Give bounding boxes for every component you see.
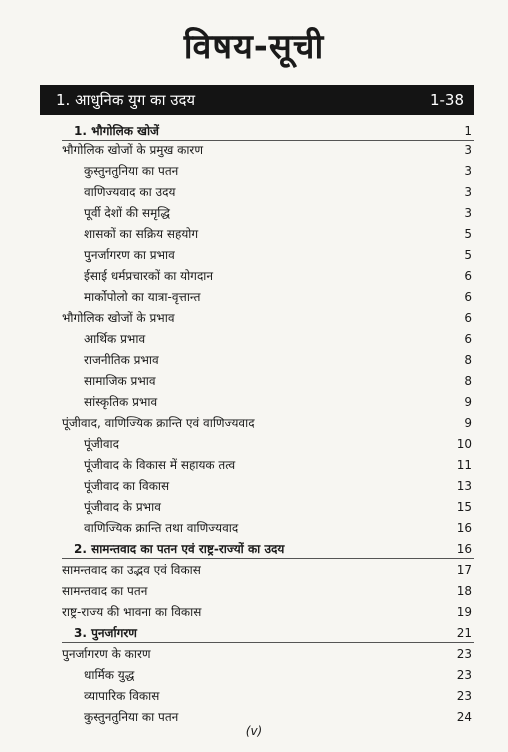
- entry-label: व्यापारिक विकास: [84, 689, 160, 703]
- entry-label: पूंजीवाद: [84, 437, 119, 451]
- entry-page: 11: [456, 458, 472, 472]
- toc-subentry: [0, 665, 508, 685]
- entry-page: 3: [464, 164, 472, 178]
- entry-page: 3: [464, 206, 472, 220]
- toc-entry: [0, 140, 508, 160]
- toc-subentry: [0, 686, 508, 706]
- toc-subentry: [0, 266, 508, 286]
- toc-subentry: [0, 518, 508, 538]
- toc-section-heading: [0, 623, 508, 643]
- entry-page: 8: [464, 374, 472, 388]
- entry-page: 18: [456, 584, 472, 598]
- toc-section-heading: [0, 539, 508, 559]
- entry-label: शासकों का सक्रिय सहयोग: [84, 227, 199, 241]
- entry-label: सामाजिक प्रभाव: [84, 374, 156, 388]
- entry-page: 19: [456, 605, 472, 619]
- toc-entry: [0, 644, 508, 664]
- entry-page: 6: [464, 269, 472, 283]
- entry-page: 5: [464, 227, 472, 241]
- toc-subentry: [0, 455, 508, 475]
- toc-entry: [0, 308, 508, 328]
- entry-page: 24: [456, 710, 472, 724]
- entry-label: सामन्तवाद का पतन: [62, 584, 148, 598]
- entry-page: 15: [456, 500, 472, 514]
- entry-page: 9: [464, 416, 472, 430]
- toc-subentry: [0, 476, 508, 496]
- toc-subentry: [0, 371, 508, 391]
- entry-page: 1: [464, 124, 472, 138]
- entry-label: 1. भौगोलिक खोजें: [74, 124, 159, 138]
- section-divider: [62, 558, 474, 559]
- section-divider: [62, 642, 474, 643]
- toc-subentry: [0, 392, 508, 412]
- entry-page: 6: [464, 290, 472, 304]
- entry-label: पूंजीवाद, वाणिज्यिक क्रान्ति एवं वाणिज्यवाद: [62, 416, 255, 430]
- entry-page: 6: [464, 311, 472, 325]
- entry-label: पुनर्जागरण का प्रभाव: [84, 248, 175, 262]
- page-number-footer: (v): [245, 724, 263, 738]
- chapter-page-range: 1-38: [429, 91, 464, 109]
- entry-label: पूंजीवाद के विकास में सहायक तत्व: [84, 458, 236, 472]
- entry-page: 10: [456, 437, 472, 451]
- toc-section-heading: [0, 121, 508, 141]
- toc-entry: [0, 560, 508, 580]
- entry-label: वाणिज्यवाद का उदय: [84, 185, 176, 199]
- entry-label: ईसाई धर्मप्रचारकों का योगदान: [84, 269, 214, 283]
- entry-label: सांस्कृतिक प्रभाव: [84, 395, 158, 409]
- entry-page: 13: [456, 479, 472, 493]
- entry-page: 16: [456, 521, 472, 535]
- entry-label: धार्मिक युद्ध: [84, 668, 135, 682]
- entry-label: पुनर्जागरण के कारण: [62, 647, 151, 661]
- entry-page: 6: [464, 332, 472, 346]
- entry-label: राजनीतिक प्रभाव: [84, 353, 159, 367]
- entry-page: 3: [464, 185, 472, 199]
- toc-entry: [0, 413, 508, 433]
- entry-label: पूंजीवाद का विकास: [84, 479, 170, 493]
- entry-label: 2. सामन्तवाद का पतन एवं राष्ट्र-राज्यों का उदय: [74, 542, 285, 556]
- entry-label: कुस्तुनतुनिया का पतन: [84, 710, 179, 724]
- entry-label: पूर्वी देशों की समृद्धि: [84, 206, 170, 220]
- toc-subentry: [0, 224, 508, 244]
- entry-page: 23: [456, 647, 472, 661]
- toc-subentry: [0, 287, 508, 307]
- toc-subentry: [0, 497, 508, 517]
- entry-label: पूंजीवाद के प्रभाव: [84, 500, 161, 514]
- toc-subentry: [0, 350, 508, 370]
- entry-label: 3. पुनर्जागरण: [74, 626, 137, 640]
- toc-entry: [0, 602, 508, 622]
- entry-page: 21: [456, 626, 472, 640]
- toc-subentry: [0, 182, 508, 202]
- entry-page: 3: [464, 143, 472, 157]
- entry-label: भौगोलिक खोजों के प्रभाव: [62, 311, 175, 325]
- entry-page: 9: [464, 395, 472, 409]
- toc-subentry: [0, 245, 508, 265]
- entry-page: 8: [464, 353, 472, 367]
- entry-page: 17: [456, 563, 472, 577]
- page-title: विषय-सूची: [183, 27, 325, 67]
- toc-subentry: [0, 161, 508, 181]
- toc-subentry: [0, 434, 508, 454]
- entry-page: 23: [456, 689, 472, 703]
- entry-label: वाणिज्यिक क्रान्ति तथा वाणिज्यवाद: [84, 521, 239, 535]
- entry-label: राष्ट्र-राज्य की भावना का विकास: [62, 605, 202, 619]
- entry-label: मार्कोपोलो का यात्रा-वृत्तान्त: [84, 290, 201, 304]
- entry-label: कुस्तुनतुनिया का पतन: [84, 164, 179, 178]
- entry-label: आर्थिक प्रभाव: [84, 332, 146, 346]
- toc-subentry: [0, 329, 508, 349]
- entry-page: 16: [456, 542, 472, 556]
- entry-label: भौगोलिक खोजों के प्रमुख कारण: [62, 143, 204, 157]
- toc-subentry: [0, 203, 508, 223]
- chapter-title: 1. आधुनिक युग का उदय: [56, 91, 196, 109]
- entry-page: 23: [456, 668, 472, 682]
- toc-entry: [0, 581, 508, 601]
- entry-page: 5: [464, 248, 472, 262]
- entry-label: सामन्तवाद का उद्भव एवं विकास: [62, 563, 201, 577]
